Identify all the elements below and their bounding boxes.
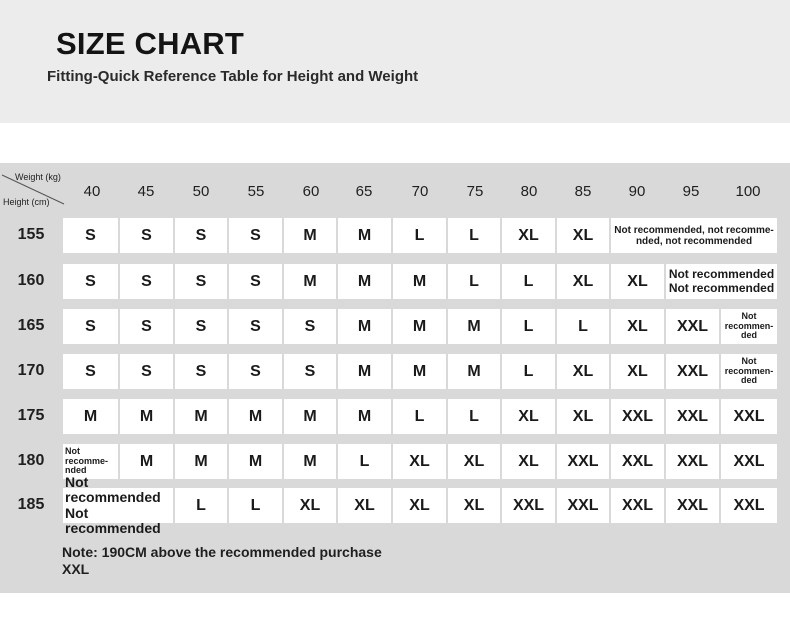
size-cell-text: XXL [676, 317, 709, 335]
size-cell-text: S [250, 272, 261, 290]
size-cell [284, 488, 336, 523]
size-cell [338, 264, 391, 299]
page-title: SIZE CHART [56, 26, 244, 61]
weight-header-9: 85 [574, 183, 592, 200]
size-cell-text: S [250, 317, 261, 335]
size-cell [284, 354, 336, 389]
size-cell-text: Not recommen-ded [724, 355, 774, 386]
size-cell [611, 444, 664, 479]
size-cell [666, 444, 719, 479]
size-cell-text: M [303, 452, 317, 470]
size-cell-text: XL [627, 272, 648, 290]
height-header-4: 175 [17, 407, 45, 424]
size-cell-text: XXL [567, 496, 599, 514]
size-cell-text: XL [572, 226, 594, 244]
size-cell-text: M [357, 407, 372, 425]
weight-header-1: 45 [137, 183, 155, 200]
size-cell-text: XL [627, 317, 648, 335]
size-cell [284, 264, 336, 299]
size-cell-text: L [414, 407, 425, 425]
size-cell-text: M [357, 272, 372, 290]
note [62, 544, 382, 578]
size-cell [448, 264, 500, 299]
size-cell [502, 309, 555, 344]
size-cell-text: S [250, 226, 261, 244]
size-cell-text: L [523, 272, 534, 290]
size-cell [175, 218, 227, 253]
size-cell-text: Not recommended Not recommended [668, 267, 775, 295]
height-header-5: 180 [17, 452, 45, 469]
size-cell-text: XL [518, 226, 539, 244]
size-cell [229, 444, 282, 479]
size-cell-text: S [304, 317, 316, 335]
height-header-3: 170 [17, 362, 45, 379]
size-cell [393, 444, 446, 479]
size-cell-text: XL [463, 496, 485, 514]
size-cell [120, 399, 173, 434]
size-cell [393, 264, 446, 299]
size-cell-text: S [195, 226, 207, 244]
size-cell-text: Not recommended Not recommended [65, 473, 161, 536]
height-header-6: 185 [17, 496, 45, 513]
size-cell [175, 399, 227, 434]
size-cell [120, 309, 173, 344]
size-cell [666, 399, 719, 434]
size-cell-text: XL [299, 496, 321, 514]
size-cell [175, 309, 227, 344]
size-cell-text: XXL [567, 452, 599, 470]
size-cell [175, 444, 227, 479]
size-cell [557, 309, 609, 344]
size-cell-text: XXL [733, 407, 765, 425]
size-cell [502, 488, 555, 523]
size-cell-text: M [194, 452, 208, 470]
size-cell [557, 444, 609, 479]
weight-header-3: 55 [247, 183, 265, 200]
size-cell [284, 444, 336, 479]
height-header-1: 160 [17, 272, 45, 289]
size-cell [175, 264, 227, 299]
size-cell [175, 354, 227, 389]
size-cell-text: XL [518, 452, 539, 470]
size-cell-text: XL [463, 452, 485, 470]
size-cell [721, 354, 777, 389]
size-cell [284, 399, 336, 434]
size-cell [611, 218, 777, 253]
size-cell [666, 488, 719, 523]
height-header-0: 155 [17, 226, 45, 243]
size-cell-text: XXL [621, 452, 654, 470]
height-header-2: 165 [17, 317, 45, 334]
size-cell-text: M [412, 317, 427, 335]
size-cell-text: XXL [512, 496, 545, 514]
size-cell-text: S [195, 362, 207, 380]
size-cell-text: XXL [676, 407, 709, 425]
size-cell [557, 218, 609, 253]
size-cell-text: XXL [676, 496, 709, 514]
size-cell-text: XXL [733, 452, 765, 470]
size-cell-text: XXL [676, 452, 709, 470]
size-cell [611, 309, 664, 344]
page-subtitle: Fitting-Quick Reference Table for Height and Weight [47, 68, 419, 85]
size-cell-text: M [467, 362, 481, 380]
size-cell-text: M [467, 317, 481, 335]
size-cell [229, 264, 282, 299]
size-cell-text: M [248, 407, 263, 425]
weight-header-10: 90 [628, 183, 646, 200]
weight-header-4: 60 [302, 183, 320, 200]
size-cell-text: L [250, 496, 261, 514]
size-cell-text: L [469, 272, 479, 290]
size-cell [63, 218, 118, 253]
weight-header-0: 40 [83, 183, 101, 200]
size-cell-text: XL [354, 496, 375, 514]
size-cell [502, 218, 555, 253]
size-cell [229, 354, 282, 389]
size-cell [721, 309, 777, 344]
weight-header-5: 65 [355, 183, 373, 200]
size-cell [502, 444, 555, 479]
size-cell [666, 264, 777, 299]
size-cell-text: XL [572, 407, 594, 425]
size-cell-text: XL [572, 272, 594, 290]
size-cell-text: M [248, 452, 263, 470]
size-cell [448, 488, 500, 523]
size-cell-text: L [469, 407, 479, 425]
size-cell-text: XXL [621, 496, 654, 514]
weight-axis-label: Weight (kg) [15, 172, 61, 182]
size-cell-text: S [195, 317, 207, 335]
size-cell [557, 354, 609, 389]
weight-header-6: 70 [411, 183, 429, 200]
size-cell-text: S [141, 362, 152, 380]
size-cell [393, 309, 446, 344]
size-cell [502, 399, 555, 434]
weight-header-8: 80 [520, 183, 538, 200]
weight-header-12: 100 [735, 183, 761, 200]
size-cell [557, 488, 609, 523]
size-cell [666, 309, 719, 344]
size-cell [611, 488, 664, 523]
size-cell [338, 444, 391, 479]
size-cell-text: L [196, 496, 206, 514]
size-cell-text: M [357, 226, 372, 244]
note-line-1: Note: 190CM above the recommended purchase [62, 544, 382, 560]
size-cell-text: XL [409, 496, 430, 514]
table-corner-header [0, 170, 66, 210]
size-cell [448, 444, 500, 479]
size-cell-text: M [139, 407, 154, 425]
size-cell [175, 488, 227, 523]
size-cell [557, 264, 609, 299]
note-line-2: XXL [62, 561, 90, 577]
size-cell [229, 309, 282, 344]
size-cell-text: M [303, 407, 317, 425]
size-cell [63, 264, 118, 299]
size-cell [63, 399, 118, 434]
size-cell-text: L [578, 317, 588, 335]
size-cell [393, 218, 446, 253]
size-cell [338, 488, 391, 523]
size-cell-text: S [85, 317, 96, 335]
size-cell [448, 218, 500, 253]
size-cell [63, 309, 118, 344]
size-cell-text: M [303, 226, 317, 244]
size-cell-text: L [523, 317, 534, 335]
size-cell-text: XXL [621, 407, 654, 425]
size-cell-text: Not recommen-ded [724, 310, 774, 341]
size-cell [448, 309, 500, 344]
size-cell [721, 488, 777, 523]
size-cell-text: S [85, 226, 96, 244]
size-cell [502, 264, 555, 299]
size-cell [721, 399, 777, 434]
size-cell [666, 354, 719, 389]
size-cell-text: M [303, 272, 317, 290]
size-cell-text: S [195, 272, 207, 290]
size-cell [120, 218, 173, 253]
size-cell-text: L [523, 362, 534, 380]
size-cell-text: S [85, 362, 96, 380]
size-cell-text: M [83, 407, 98, 425]
size-cell [393, 354, 446, 389]
height-axis-label: Height (cm) [3, 197, 50, 207]
size-cell-text: XL [572, 362, 594, 380]
size-cell [338, 399, 391, 434]
size-cell [338, 354, 391, 389]
size-cell [611, 354, 664, 389]
size-cell-text: S [141, 317, 152, 335]
size-cell-text: S [141, 226, 152, 244]
size-cell [611, 399, 664, 434]
size-cell-text: L [359, 452, 370, 470]
size-cell-text: XL [627, 362, 648, 380]
size-cell [284, 218, 336, 253]
size-cell [393, 488, 446, 523]
size-cell [448, 399, 500, 434]
size-cell-text: Not recommended, not recomme-nded, not recommended [614, 224, 774, 247]
weight-header-11: 95 [682, 183, 700, 200]
size-cell [721, 444, 777, 479]
size-cell-text: M [357, 362, 372, 380]
size-cell-text: S [250, 362, 261, 380]
size-cell-text: L [469, 226, 479, 244]
size-cell [448, 354, 500, 389]
size-cell-text: M [194, 407, 208, 425]
size-cell-text: S [304, 362, 316, 380]
size-cell [229, 218, 282, 253]
size-cell [63, 354, 118, 389]
size-cell-text: Not recomme-nded [65, 445, 109, 476]
size-cell [338, 309, 391, 344]
size-cell [284, 309, 336, 344]
size-cell-text: M [139, 452, 154, 470]
size-cell [502, 354, 555, 389]
size-cell [63, 473, 173, 536]
size-cell [120, 354, 173, 389]
size-cell [229, 399, 282, 434]
size-cell-text: M [357, 317, 372, 335]
size-cell-text: M [412, 362, 427, 380]
size-cell-text: XXL [676, 362, 709, 380]
size-cell-text: L [414, 226, 425, 244]
size-cell [611, 264, 664, 299]
size-cell-text: S [85, 272, 96, 290]
header-band [0, 0, 790, 123]
size-cell-text: M [412, 272, 427, 290]
size-cell-text: XXL [733, 496, 765, 514]
size-cell [393, 399, 446, 434]
weight-header-7: 75 [466, 183, 484, 200]
weight-header-2: 50 [192, 183, 210, 200]
size-cell-text: XL [409, 452, 430, 470]
size-cell-text: S [141, 272, 152, 290]
size-cell [338, 218, 391, 253]
size-cell [120, 264, 173, 299]
size-cell-text: XL [518, 407, 539, 425]
size-cell [557, 399, 609, 434]
size-cell [229, 488, 282, 523]
